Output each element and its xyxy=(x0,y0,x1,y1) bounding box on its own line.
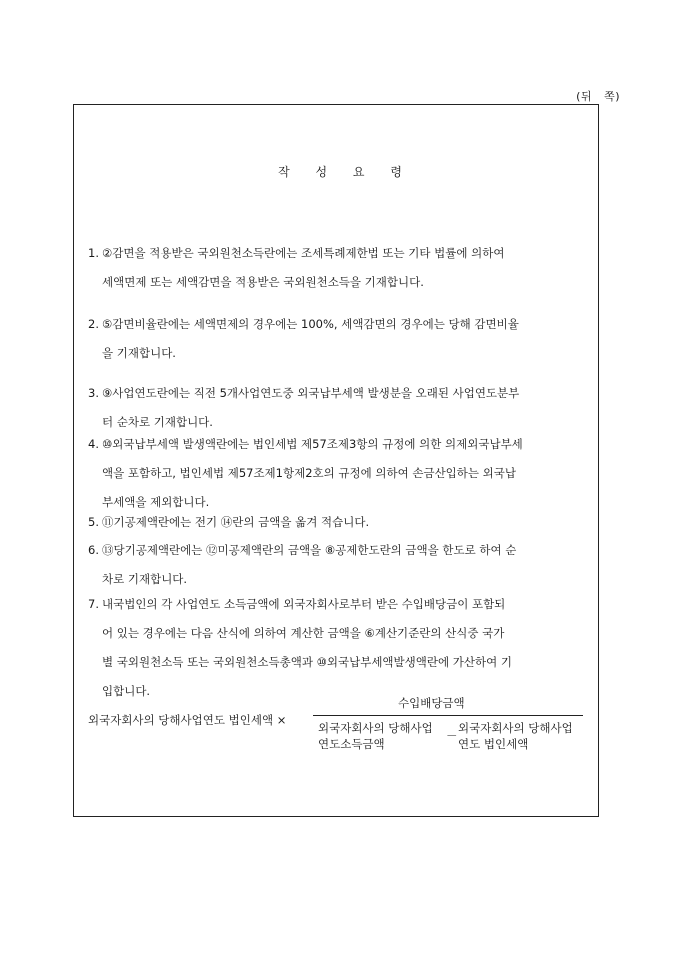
formula-denominator-1-line-1: 외국자회사의 당해사업 xyxy=(318,721,433,735)
instruction-item-7 xyxy=(88,590,593,706)
item-line: 내국법인의 각 사업연도 소득금액에 외국자회사로부터 받은 수입배당금이 포함되 xyxy=(102,597,506,611)
item-line: ⑤감면비율란에는 세액면제의 경우에는 100%, 세액감면의 경우에는 당해 감면비율 xyxy=(102,317,519,331)
formula-minus-sign: － xyxy=(446,729,458,743)
instruction-item-5 xyxy=(88,508,593,537)
instruction-item-2 xyxy=(88,310,593,368)
item-number: 5. xyxy=(88,515,99,529)
item-line: 부세액을 제외합니다. xyxy=(102,495,210,509)
formula-denominator-1-line-2: 연도소득금액 xyxy=(318,737,385,751)
item-line: 터 순차로 기재합니다. xyxy=(102,415,213,429)
item-line: ⑨사업연도란에는 직전 5개사업연도중 외국납부세액 발생분을 오래된 사업연도분부 xyxy=(102,386,520,400)
item-number: 2. xyxy=(88,317,99,331)
item-number: 1. xyxy=(88,246,99,260)
formula-fraction-bar xyxy=(313,715,583,716)
item-text xyxy=(88,379,593,437)
item-line: 세액면제 또는 세액감면을 적용받은 국외원천소득을 기재합니다. xyxy=(102,275,424,289)
item-text xyxy=(88,536,593,594)
instruction-item-3 xyxy=(88,379,593,437)
item-line: 을 기재합니다. xyxy=(102,346,176,360)
item-line: 어 있는 경우에는 다음 산식에 의하여 계산한 금액을 ⑥계산기준란의 산식중 국가 xyxy=(102,626,505,640)
page-side-label: (뒤 쪽) xyxy=(576,90,620,103)
item-line: 차로 기재합니다. xyxy=(102,572,188,586)
item-line: 입합니다. xyxy=(102,684,151,698)
item-number: 3. xyxy=(88,386,99,400)
item-text xyxy=(88,239,593,297)
instruction-item-6 xyxy=(88,536,593,594)
item-number: 4. xyxy=(88,437,99,451)
item-line: ⑪기공제액란에는 전기 ⑭란의 금액을 옮겨 적습니다. xyxy=(102,515,370,529)
item-text xyxy=(88,310,593,368)
instruction-item-4 xyxy=(88,430,593,517)
formula-denominator-term-1 xyxy=(318,720,433,752)
item-line: 액을 포함하고, 법인세법 제57조제1항제2호의 규정에 의하여 손금산입하는 외국납 xyxy=(102,466,516,480)
item-text xyxy=(88,430,593,517)
instruction-item-1 xyxy=(88,239,593,297)
formula-denominator-2-line-2: 연도 법인세액 xyxy=(458,737,529,751)
item-number: 6. xyxy=(88,543,99,557)
formula-numerator: 수입배당금액 xyxy=(398,696,465,710)
item-line: ⑩외국납부세액 발생액란에는 법인세법 제57조제3항의 규정에 의한 의제외국납부세 xyxy=(102,437,523,451)
item-line: ②감면을 적용받은 국외원천소득란에는 조세특례제한법 또는 기타 법률에 의하여 xyxy=(102,246,505,260)
item-text xyxy=(88,508,593,537)
item-line: 별 국외원천소득 또는 국외원천소득총액과 ⑩외국납부세액발생액란에 가산하여 기 xyxy=(102,655,512,669)
formula-multiplicand: 외국자회사의 당해사업연도 법인세액 × xyxy=(88,713,287,727)
item-text xyxy=(88,590,593,706)
document-title: 작 성 요 령 xyxy=(278,165,402,179)
item-number: 7. xyxy=(88,597,99,611)
dividend-formula xyxy=(88,690,593,760)
item-line: ⑬당기공제액란에는 ⑫미공제액란의 금액을 ⑧공제한도란의 금액을 한도로 하여 순 xyxy=(102,543,517,557)
formula-denominator-2-line-1: 외국자회사의 당해사업 xyxy=(458,721,573,735)
formula-denominator-term-2 xyxy=(458,720,573,752)
